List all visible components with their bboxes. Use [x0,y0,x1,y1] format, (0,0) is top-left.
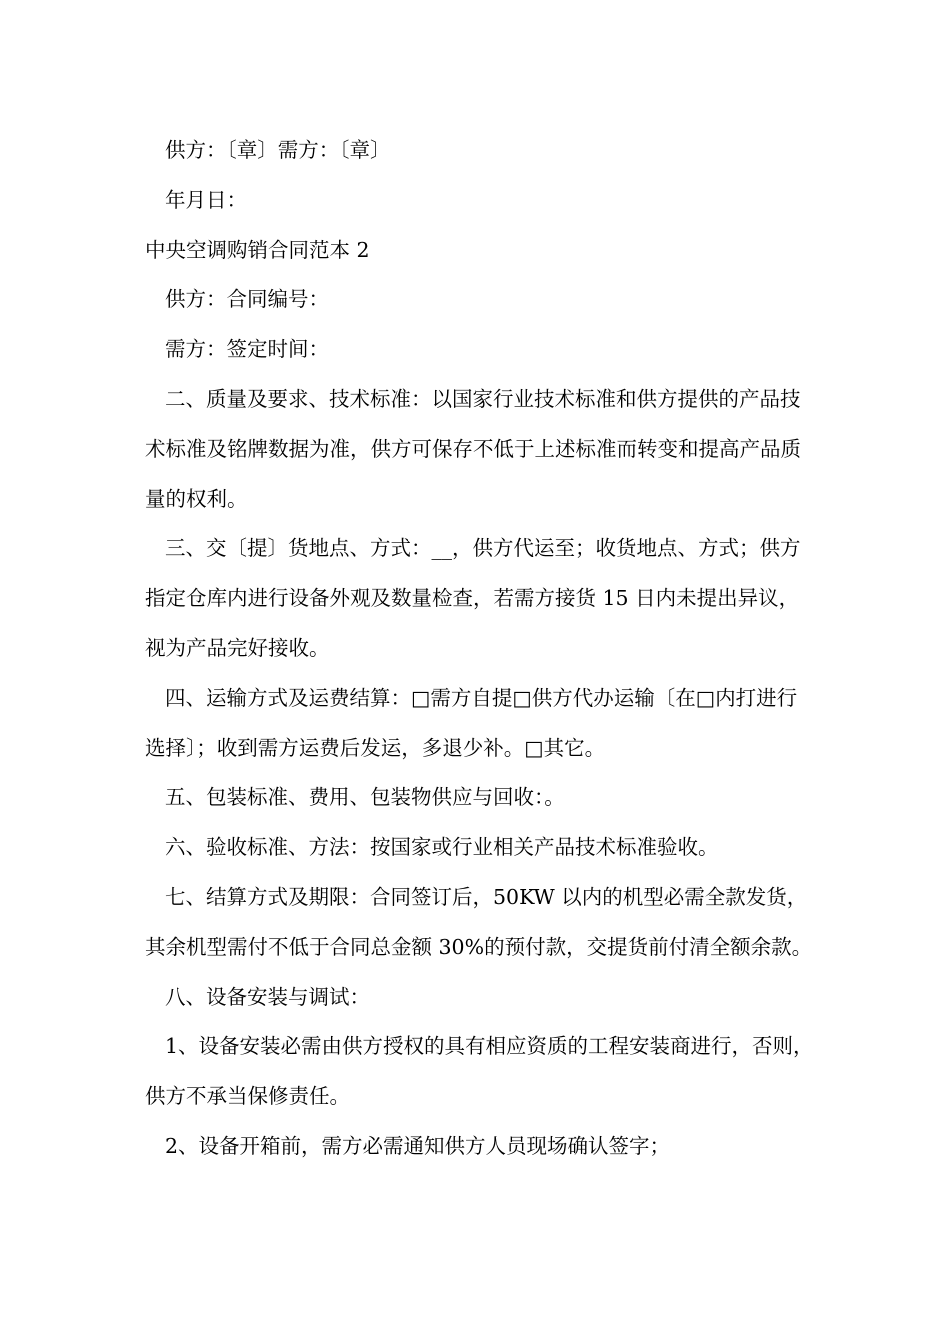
section-title: 中央空调购销合同范本 2 [145,237,370,262]
clause-installation: 八、设备安装与调试： [165,984,370,1009]
document-body [145,126,815,1172]
clause-delivery: 三、交〔提〕货地点、方式：__，供方代运至；收货地点、方式；供方指定仓库内进行设备外观及数量检查，若需方接货 15 日内未提出异议，视为产品完好接收。 [145,536,801,660]
supplier-contract-number-line: 供方：合同编号： [165,287,329,312]
clause-installation-item-1: 1、设备安装必需由供方授权的具有相应资质的工程安装商进行，否则，供方不承当保修责任。 [145,1034,814,1109]
clause-packaging: 五、包装标准、费用、包装物供应与回收：。 [165,785,565,810]
clause-quality-standards: 二、质量及要求、技术标准：以国家行业技术标准和供方提供的产品技术标准及铭牌数据为准，供方可保存不低于上述标准而转变和提高产品质量的权利。 [145,386,801,511]
clause-transport: 四、运输方式及运费结算：□需方自提□供方代办运输〔在□内打进行选择〕；收到需方运费后发运，多退少补。□其它。 [145,685,798,760]
signature-line: 供方：〔章〕需方：〔章〕 [165,138,391,162]
buyer-signing-time-line: 需方：签定时间： [165,337,329,362]
clause-installation-item-2: 2、设备开箱前，需方必需通知供方人员现场确认签字； [165,1133,671,1158]
date-line: 年月日： [165,187,247,212]
clause-settlement: 七、结算方式及期限：合同签订后，50KW 以内的机型必需全款发货，其余机型需付不低于合同总金额 30%的预付款，交提货前付清全额余款。 [145,884,813,959]
clause-acceptance: 六、验收标准、方法：按国家或行业相关产品技术标准验收。 [165,835,719,860]
